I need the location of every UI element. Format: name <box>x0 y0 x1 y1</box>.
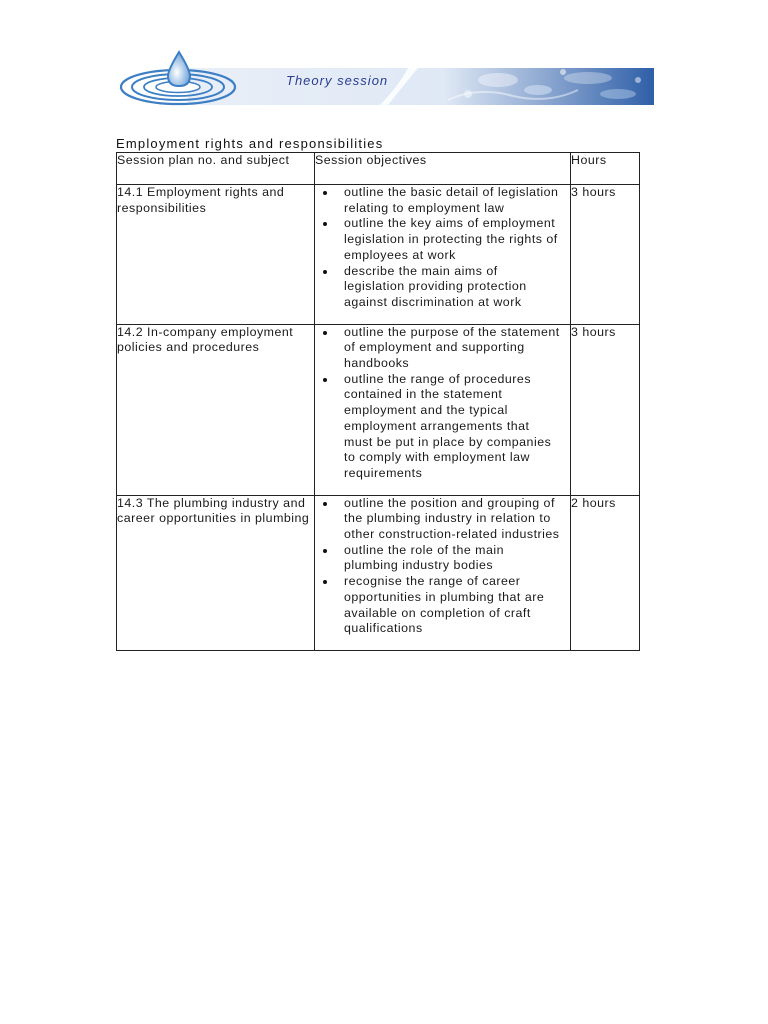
table-row <box>117 495 640 650</box>
objective-item: outline the range of procedures contained in the statement employment and the typical employment arrangements that must be put in place by companies to comply with employment law requirements <box>321 372 562 482</box>
session-subject: 14.1 Employment rights and responsibilities <box>117 185 315 325</box>
objective-item: outline the position and grouping of the plumbing industry in relation to other construction-related industries <box>321 496 562 543</box>
objective-item: recognise the range of career opportunities in plumbing that are available on completion of craft qualifications <box>321 574 562 637</box>
session-subject: 14.2 In-company employment policies and procedures <box>117 324 315 495</box>
session-objectives-cell <box>315 495 571 650</box>
objectives-list <box>315 185 570 324</box>
header-banner <box>118 50 654 108</box>
objective-item: describe the main aims of legislation providing protection against discrimination at work <box>321 264 562 311</box>
table-row <box>117 324 640 495</box>
header-hours: Hours <box>571 153 640 185</box>
objective-item: outline the key aims of employment legislation in protecting the rights of employees at work <box>321 216 562 263</box>
session-hours: 2 hours <box>571 495 640 650</box>
objectives-list <box>315 496 570 650</box>
objective-item: outline the basic detail of legislation relating to employment law <box>321 185 562 216</box>
document-title: Employment rights and responsibilities <box>116 136 384 151</box>
session-hours: 3 hours <box>571 185 640 325</box>
table-row <box>117 185 640 325</box>
session-objectives-cell <box>315 185 571 325</box>
table-header-row <box>117 153 640 185</box>
banner-label: Theory session <box>286 73 389 88</box>
objective-item: outline the role of the main plumbing industry bodies <box>321 543 562 574</box>
session-hours: 3 hours <box>571 324 640 495</box>
header-subject: Session plan no. and subject <box>117 153 315 185</box>
session-plan-table <box>116 152 640 651</box>
header-objectives: Session objectives <box>315 153 571 185</box>
objectives-list <box>315 325 570 495</box>
session-objectives-cell <box>315 324 571 495</box>
objective-item: outline the purpose of the statement of employment and supporting handbooks <box>321 325 562 372</box>
session-subject: 14.3 The plumbing industry and career opportunities in plumbing <box>117 495 315 650</box>
